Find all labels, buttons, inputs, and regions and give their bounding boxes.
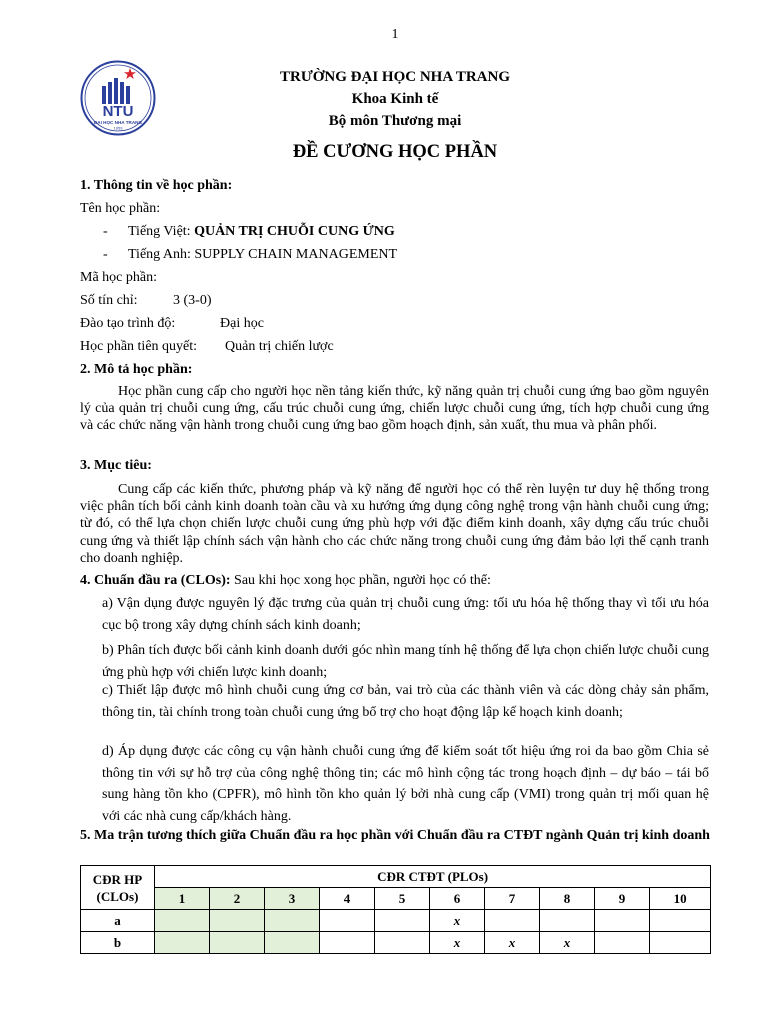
page-number: 1 [391,27,399,42]
clo-item-b: b) Phân tích được bối cảnh kinh doanh dưới góc nhìn mang tính hệ thống để lựa chọn chiến lược chuỗi cung ứng phù hợp với chiến lược kinh doanh; [102,643,709,680]
logo-text: NTU [102,103,134,120]
document-title: ĐỀ CƯƠNG HỌC PHẦN [292,142,498,162]
credits-value: 3 (3-0) [173,293,212,308]
matrix-cell [375,910,430,932]
matrix-cell [155,910,210,932]
table-row [81,910,711,932]
matrix-cell [595,932,650,954]
matrix-cell: x [485,932,540,954]
matrix-cell [485,910,540,932]
objectives [80,481,709,567]
clo-item-d: d) Áp dụng được các công cụ vận hành chuỗi cung ứng để kiểm soát tốt hiệu ứng roi da bao gồm Chia sẻ thông tin với sự hỗ trợ của công nghệ thông tin; các mô hình cộng tác trong hoạch định – dự báo – tái bổ sung hàng tồn kho (CPFR), mô hình tồn kho quản lý bởi nhà cung cấp (VMI) trong quản trị mối quan hệ với các nhà cung cấp/khách hàng. [102,744,709,824]
plo-col-header-9: 9 [595,888,650,910]
vn-course-name: QUẢN TRỊ CHUỖI CUNG ỨNG [194,224,395,239]
matrix-body [81,910,711,954]
clo-item-c: c) Thiết lập được mô hình chuỗi cung ứng cơ bản, vai trò của các thành viên và các dòng chảy sản phẩm, thông tin, tài chính trong toàn chuỗi cung ứng bổ trợ cho hoạt động lập kế hoạch kinh doanh; [102,683,709,720]
section4-heading-row [80,573,491,589]
matrix-cell [320,932,375,954]
en-course-name: SUPPLY CHAIN MANAGEMENT [194,247,398,262]
level-label: Đào tạo trình độ: [80,316,176,331]
matrix-cell: x [430,910,485,932]
section4-intro: Sau khi học xong học phần, người học có thể: [230,573,491,588]
vn-name-row: - Tiếng Việt: QUẢN TRỊ CHUỖI CUNG ỨNG [103,224,395,239]
university-name: TRƯỜNG ĐẠI HỌC NHA TRANG [279,69,511,85]
faculty-name: Khoa Kinh tế [351,91,439,107]
matrix-cell [540,910,595,932]
matrix-cell [595,910,650,932]
section1-heading: 1. Thông tin về học phần: [80,178,233,193]
matrix-cell [155,932,210,954]
clo-row-label: b [81,932,155,954]
plo-col-header-5: 5 [375,888,430,910]
matrix-cell: x [540,932,595,954]
matrix-cell [265,932,320,954]
course-description-text: Học phần cung cấp cho người học nền tảng kiến thức, kỹ năng quản trị chuỗi cung ứng bao gồm nguyên lý của quản trị chuỗi cung ứng, cấu trúc chuỗi cung ứng, chiến lược chuỗi cung ứng, tích hợp chuỗi cung ứng và các chức năng vận hành trong chuỗi cung ứng bao gồm hoạch định, sản xuất, thu mua và phân phối. [80,384,709,434]
credits-label: Số tín chỉ: [80,293,138,308]
logo-subtext: ĐẠI HỌC NHA TRANG [93,120,143,125]
matrix-cell [210,932,265,954]
plo-col-header-8: 8 [540,888,595,910]
objectives-text: Cung cấp các kiến thức, phương pháp và kỹ năng để người học có thể rèn luyện tư duy hệ thống trong việc phân tích bối cảnh kinh doanh toàn cầu và xu hướng ứng dụng công nghệ trong vận hành chuỗi cung ứng; từ đó, có thể lựa chọn chiến lược chuỗi cung ứng phù hợp với đặc điểm kinh doanh, xây dựng cấu trúc chuỗi cung ứng và thiết lập chính sách vận hành cho các chức năng trong chuỗi cung ứng đảm bảo lợi thế cạnh tranh cho doanh nghiệp. [80,482,709,566]
matrix-cell [375,932,430,954]
clo-item-a: a) Vận dụng được nguyên lý đặc trưng của quản trị chuỗi cung ứng: tối ưu hóa hệ thống thay vì tối ưu hóa cục bộ trong xây dựng chính sách kinh doanh; [102,596,709,633]
plo-col-header-7: 7 [485,888,540,910]
en-label: Tiếng Anh: [128,247,195,262]
plo-col-header-1: 1 [155,888,210,910]
course-code-label: Mã học phần: [80,270,157,285]
plo-col-header-2: 2 [210,888,265,910]
matrix-cell [650,910,711,932]
clo-row-label: a [81,910,155,932]
clo-plo-matrix [80,865,711,954]
en-name-row: - Tiếng Anh: SUPPLY CHAIN MANAGEMENT [103,247,398,262]
section5-heading: 5. Ma trận tương thích giữa Chuẩn đầu ra học phần với Chuẩn đầu ra CTĐT ngành Quản trị kinh doanh [80,828,710,843]
section2-heading: 2. Mô tả học phần: [80,362,193,377]
plo-group-header: CĐR CTĐT (PLOs) [155,866,711,888]
section3-heading: 3. Mục tiêu: [80,458,152,473]
matrix-cell: x [430,932,485,954]
course-name-label: Tên học phần: [80,201,161,216]
matrix-cell [650,932,711,954]
document-header [80,66,710,132]
prereq-value: Quản trị chiến lược [225,339,334,354]
plo-column-headers [81,888,711,910]
course-description [80,383,709,435]
prereq-label: Học phần tiên quyết: [80,339,198,354]
plo-col-header-6: 6 [430,888,485,910]
department-name: Bộ môn Thương mại [328,113,462,129]
logo-year: 1959 [113,125,123,131]
matrix-cell [210,910,265,932]
plo-col-header-4: 4 [320,888,375,910]
corner-header: CĐR HP (CLOs) [81,866,155,910]
section4-heading: 4. Chuẩn đầu ra (CLOs): [80,573,231,588]
level-value: Đại học [220,316,264,331]
plo-col-header-3: 3 [265,888,320,910]
vn-label: Tiếng Việt: [128,224,195,239]
plo-col-header-10: 10 [650,888,711,910]
matrix-cell [265,910,320,932]
matrix-cell [320,910,375,932]
table-row [81,932,711,954]
